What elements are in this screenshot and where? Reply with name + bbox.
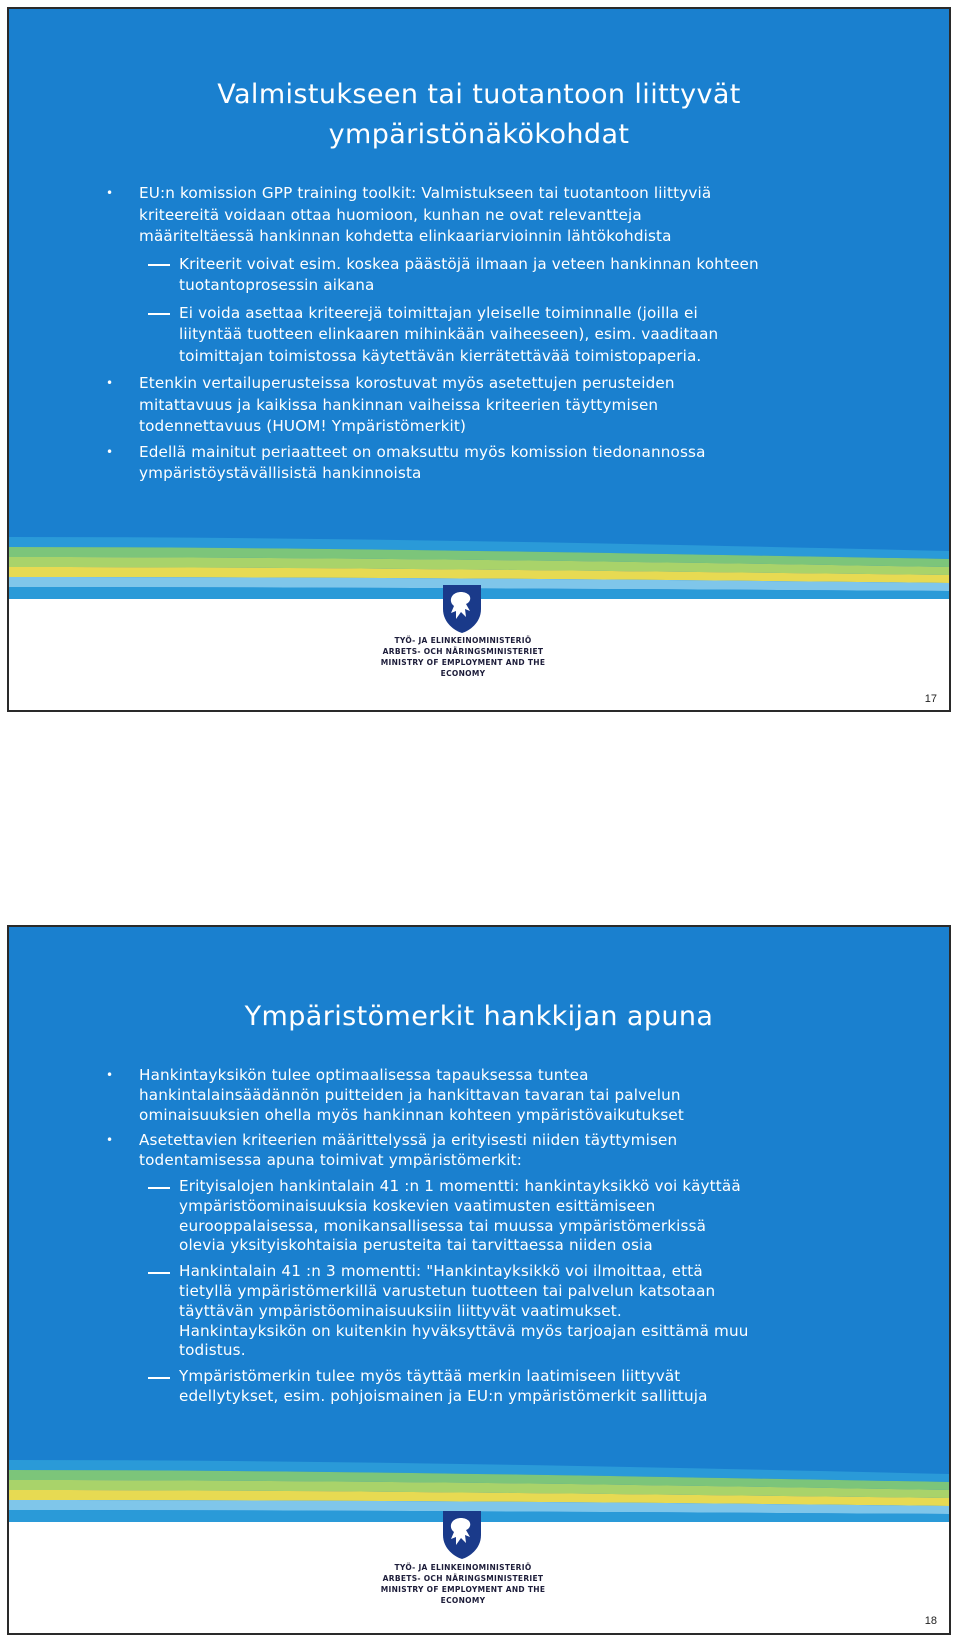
ministry-lion-crest-icon: [439, 581, 485, 635]
sub-bullet-item: [179, 1177, 754, 1256]
bullet-text: Asetettavien kriteerien määrittelyssä ja erityisesti niiden täyttymisen todentamisessa apuna toimivat ympäristömerkit:: [139, 1131, 678, 1170]
bullet-text: Hankintayksikön tulee optimaalisessa tapauksessa tuntea hankintalainsäädännön puitteiden ja hankittavan tavaran tai palvelun ominaisuuksien ohella myös hankinnan kohteen ympäristövaikutukset: [139, 1066, 685, 1124]
ministry-name-fi: TYÖ- JA ELINKEINOMINISTERIÖ: [394, 636, 532, 645]
ministry-name-en: MINISTRY OF EMPLOYMENT AND THE ECONOMY: [380, 1585, 546, 1605]
bullet-list: [139, 1066, 754, 1407]
sub-bullet-item: [179, 303, 759, 368]
page-number: 17: [924, 693, 937, 705]
bullet-text: EU:n komission GPP training toolkit: Valmistukseen tai tuotantoon liittyviä kriteereitä voidaan ottaa huomioon, kunhan ne ovat relevantteja määriteltäessä hankinnan kohdetta elinkaariarvioinnin lähtökohdista: [139, 184, 712, 245]
sub-bullet-text: Hankintalain 41 :n 3 momentti: "Hankintayksikkö voi ilmoittaa, että tietyllä ympäristömerkillä varustetun tuotteen tai palvelun katsotaan täyttävän ympäristöominaisuuksiin liittyvät vaatimukset. Hankintayksikön on kuitenkin hyväksyttävä myös tarjoajan esittämä muu todistus.: [179, 1262, 749, 1360]
bullet-text: Etenkin vertailuperusteissa korostuvat myös asetettujen perusteiden mitattavuus ja kaikissa hankinnan vaiheissa kriteerien täyttymisen todennettavuus (HUOM! Ympäristömerkit): [139, 374, 675, 435]
slide-background: [9, 9, 949, 599]
slide-background: [9, 927, 949, 1522]
ministry-name-en: MINISTRY OF EMPLOYMENT AND THE ECONOMY: [380, 658, 546, 678]
sub-bullet-text: Ei voida asettaa kriteerejä toimittajan yleiselle toiminnalle (joilla ei liityntää tuotteen elinkaaren mihinkään vaiheeseen), esim. vaaditaan toimittajan toimistossa käytettävän kierrätettävää toimistopaperia.: [179, 303, 719, 365]
sub-bullet-text: Erityisalojen hankintalain 41 :n 1 momentti: hankintayksikkö voi käyttää ympäristöominaisuuksia koskevien vaatimusten esittämiseen eurooppalaisessa, monikansallisessa tai muussa ympäristömerkissä olevia yksityiskohtaisia perusteita tai tarvittaessa niiden osia: [179, 1176, 741, 1255]
slide-18: [7, 925, 951, 1635]
slide-title: [29, 997, 929, 1037]
bullet-list: [139, 183, 759, 485]
bullet-item: [139, 1131, 754, 1171]
sub-bullet-item: [179, 1262, 754, 1361]
bullet-item: [139, 373, 759, 438]
bullet-item: [139, 442, 759, 485]
bullet-item: [139, 1066, 754, 1125]
slide-title: [29, 75, 929, 155]
page-number: 18: [924, 1615, 937, 1627]
ministry-name-sv: ARBETS- OCH NÄRINGSMINISTERIET: [382, 1574, 544, 1583]
slide-17: [7, 7, 951, 712]
slide-title-line-2: ympäristönäkökohdat: [328, 119, 630, 150]
ministry-name-fi: TYÖ- JA ELINKEINOMINISTERIÖ: [394, 1563, 532, 1572]
bullet-item: [139, 183, 759, 248]
slide-title-line-1: Valmistukseen tai tuotantoon liittyvät: [217, 79, 741, 110]
ministry-logo-text: [361, 635, 565, 679]
slide-title-line-1: Ympäristömerkit hankkijan apuna: [244, 1001, 714, 1032]
bullet-text: Edellä mainitut periaatteet on omaksuttu myös komission tiedonannossa ympäristöystävällisistä hankinnoista: [139, 442, 706, 482]
sub-bullet-text: Kriteerit voivat esim. koskea päästöjä ilmaan ja veteen hankinnan kohteen tuotantoprosessin aikana: [179, 254, 759, 294]
ministry-logo-text: [361, 1562, 565, 1606]
sub-bullet-item: [179, 1367, 754, 1407]
ministry-name-sv: ARBETS- OCH NÄRINGSMINISTERIET: [382, 647, 544, 656]
sub-bullet-text: Ympäristömerkin tulee myös täyttää merkin laatimiseen liittyvät edellytykset, esim. pohjoismainen ja EU:n ympäristömerkit sallittuja: [179, 1367, 708, 1405]
sub-bullet-item: [179, 254, 759, 297]
ministry-lion-crest-icon: [439, 1507, 485, 1561]
